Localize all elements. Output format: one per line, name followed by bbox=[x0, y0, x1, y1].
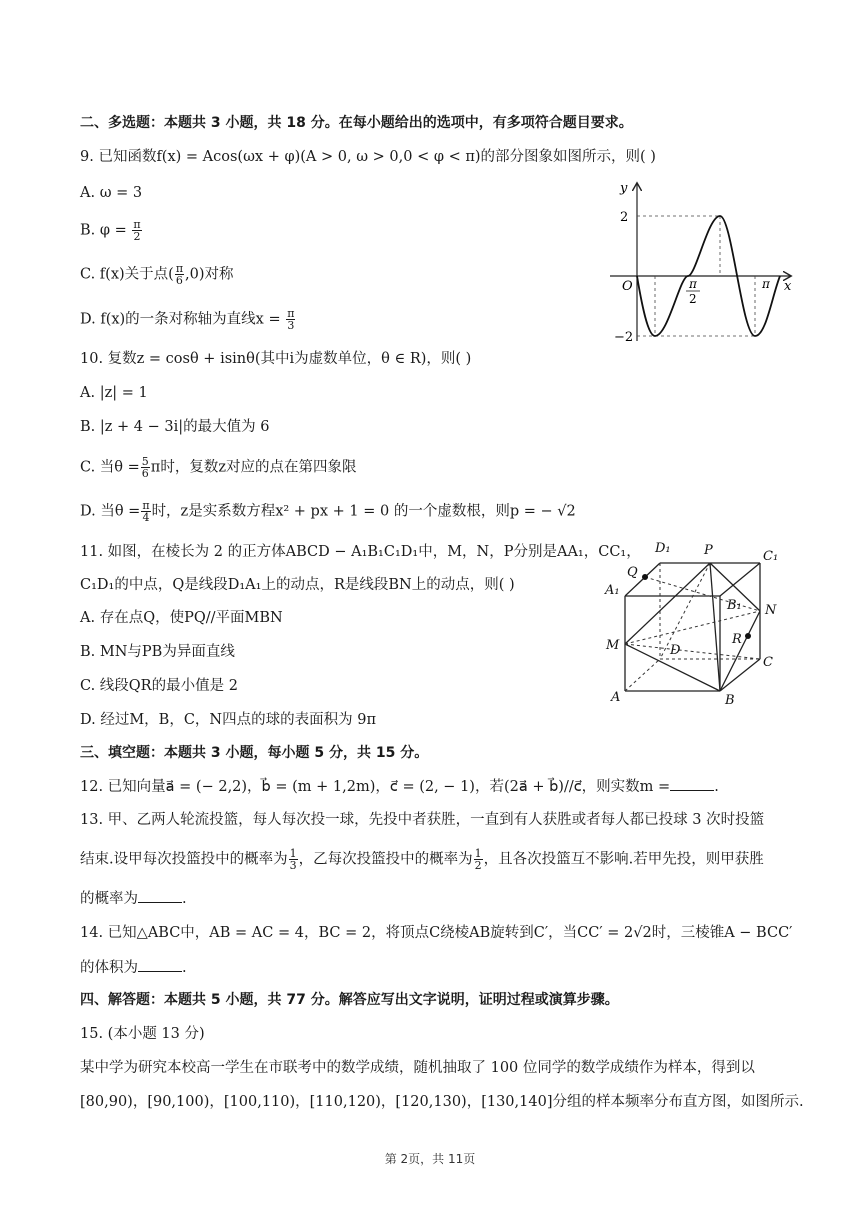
question-11-option-b: B. MN与PB为异面直线 bbox=[80, 644, 235, 660]
question-14-line1: 14. 已知△ABC中，AB = AC = 4，BC = 2，将顶点C绕棱AB旋转到C′，当CC′ = 2√2时，三棱锥A − BCC′ bbox=[80, 925, 793, 941]
question-11-option-a: A. 存在点Q，使PQ//平面MBN bbox=[80, 610, 283, 626]
question-11-option-c: C. 线段QR的最小值是 2 bbox=[80, 678, 238, 694]
cosine-graph-figure bbox=[600, 176, 800, 346]
question-13-line1: 13. 甲、乙两人轮流投篮，每人每次投一球，先投中者获胜，一直到有人获胜或者每人都已投球 3 次时投篮 bbox=[80, 812, 765, 828]
question-15-heading: 15. (本小题 13 分) bbox=[80, 1026, 205, 1042]
label-b: B bbox=[725, 693, 735, 708]
fraction: $\frac{\pi}{4}$ bbox=[142, 499, 150, 524]
label-a1: A₁ bbox=[605, 583, 620, 598]
label-c1: C₁ bbox=[763, 549, 779, 564]
question-13-line3: 的概率为 . bbox=[80, 888, 187, 909]
question-10-option-c: C. 当θ = $\frac{5}{6}$ π时，复数z对应的点在第四象限 bbox=[80, 455, 357, 480]
question-9-stem: 9. 已知函数f(x) = Acos(ωx + φ)(A > 0, ω > 0,0 < φ < π)的部分图象如图所示，则( ) bbox=[80, 149, 656, 165]
fraction: $\frac{\pi}{2}$ bbox=[133, 218, 141, 243]
question-11-stem-line1: 11. 如图，在棱长为 2 的正方体ABCD − A₁B₁C₁D₁中，M，N，P分别是AA₁，CC₁， bbox=[80, 544, 641, 560]
label-c: C bbox=[763, 655, 773, 670]
question-10-option-a: A. |z| = 1 bbox=[80, 385, 148, 401]
fraction: $\frac{\pi}{6}$ bbox=[175, 262, 184, 287]
x-tick-mid-num: π bbox=[689, 277, 697, 291]
question-12: 12. 已知向量a⃗ = (− 2,2)，b⃗ = (m + 1,2m)，c⃗ = (2, − 1)，若(2a⃗ + b⃗)//c⃗，则实数m = . bbox=[80, 776, 719, 797]
y-axis-label: y bbox=[620, 181, 628, 196]
question-9-option-c: C. f(x)关于点( $\frac{\pi}{6}$ ,0)对称 bbox=[80, 262, 234, 287]
label-m: M bbox=[606, 638, 620, 653]
x-tick-end: π bbox=[762, 277, 770, 291]
question-15-line2: [80,90)，[90,100)，[100,110)，[110,120)，[120,130)，[130,140]分组的样本频率分布直方图，如图所示. bbox=[80, 1094, 804, 1110]
label-a: A bbox=[611, 690, 621, 705]
page-footer: 第 2页，共 11页 bbox=[384, 1152, 476, 1166]
point-r-marker bbox=[745, 633, 751, 639]
origin-label: O bbox=[622, 279, 633, 294]
label-q: Q bbox=[627, 565, 638, 580]
question-9-option-b: B. φ = $\frac{\pi}{2}$ bbox=[80, 218, 141, 243]
question-11-option-d: D. 经过M，B，C，N四点的球的表面积为 9π bbox=[80, 712, 376, 728]
y-tick-bottom: −2 bbox=[614, 330, 634, 345]
label-p: P bbox=[704, 543, 713, 558]
label-d: D bbox=[670, 643, 681, 658]
question-14-line2: 的体积为 . bbox=[80, 957, 187, 978]
question-10-option-d: D. 当θ = $\frac{\pi}{4}$ 时，z是实系数方程x² + px + 1 = 0 的一个虚数根，则p = − √2 bbox=[80, 499, 576, 524]
question-9-option-d: D. f(x)的一条对称轴为直线x = $\frac{\pi}{3}$ bbox=[80, 307, 295, 332]
question-11-stem-line2: C₁D₁的中点，Q是线段D₁A₁上的动点，R是线段BN上的动点，则( ) bbox=[80, 577, 515, 593]
label-r: R bbox=[732, 632, 742, 647]
x-axis-label: x bbox=[784, 279, 792, 294]
section-heading-solutions: 四、解答题：本题共 5 小题，共 77 分。解答应写出文字说明，证明过程或演算步骤。 bbox=[80, 992, 619, 1008]
section-heading-multiple-choice: 二、多选题：本题共 3 小题，共 18 分。在每小题给出的选项中，有多项符合题目要求。 bbox=[80, 115, 633, 131]
question-9-option-a: A. ω = 3 bbox=[80, 185, 143, 201]
answer-blank bbox=[138, 957, 182, 972]
label-b1: B₁ bbox=[727, 598, 742, 613]
x-tick-mid-den: 2 bbox=[689, 292, 697, 306]
question-10-option-b: B. |z + 4 − 3i|的最大值为 6 bbox=[80, 419, 270, 435]
y-tick-top: 2 bbox=[620, 210, 629, 225]
fraction: $\frac{5}{6}$ bbox=[141, 455, 149, 480]
question-13-line2: 结束.设甲每次投篮投中的概率为 $\frac{1}{3}$ ，乙每次投篮投中的概率为 $\frac{1}{2}$ ，且各次投篮互不影响.若甲先投，则甲获胜 bbox=[80, 847, 764, 872]
section-heading-fill-in: 三、填空题：本题共 3 小题，每小题 5 分，共 15 分。 bbox=[80, 745, 429, 761]
fraction: $\frac{1}{3}$ bbox=[289, 847, 297, 872]
answer-blank bbox=[138, 888, 182, 903]
question-15-line1: 某中学为研究本校高一学生在市联考中的数学成绩，随机抽取了 100 位同学的数学成绩作为样本，得到以 bbox=[80, 1060, 755, 1076]
cube-figure bbox=[600, 536, 790, 711]
point-q-marker bbox=[642, 574, 648, 580]
fraction: $\frac{\pi}{3}$ bbox=[287, 307, 295, 332]
label-n: N bbox=[765, 603, 777, 618]
answer-blank bbox=[670, 776, 714, 791]
fraction: $\frac{1}{2}$ bbox=[474, 847, 482, 872]
question-10-stem: 10. 复数z = cosθ + isinθ(其中i为虚数单位，θ ∈ R)，则( ) bbox=[80, 351, 472, 367]
label-d1: D₁ bbox=[655, 541, 671, 556]
